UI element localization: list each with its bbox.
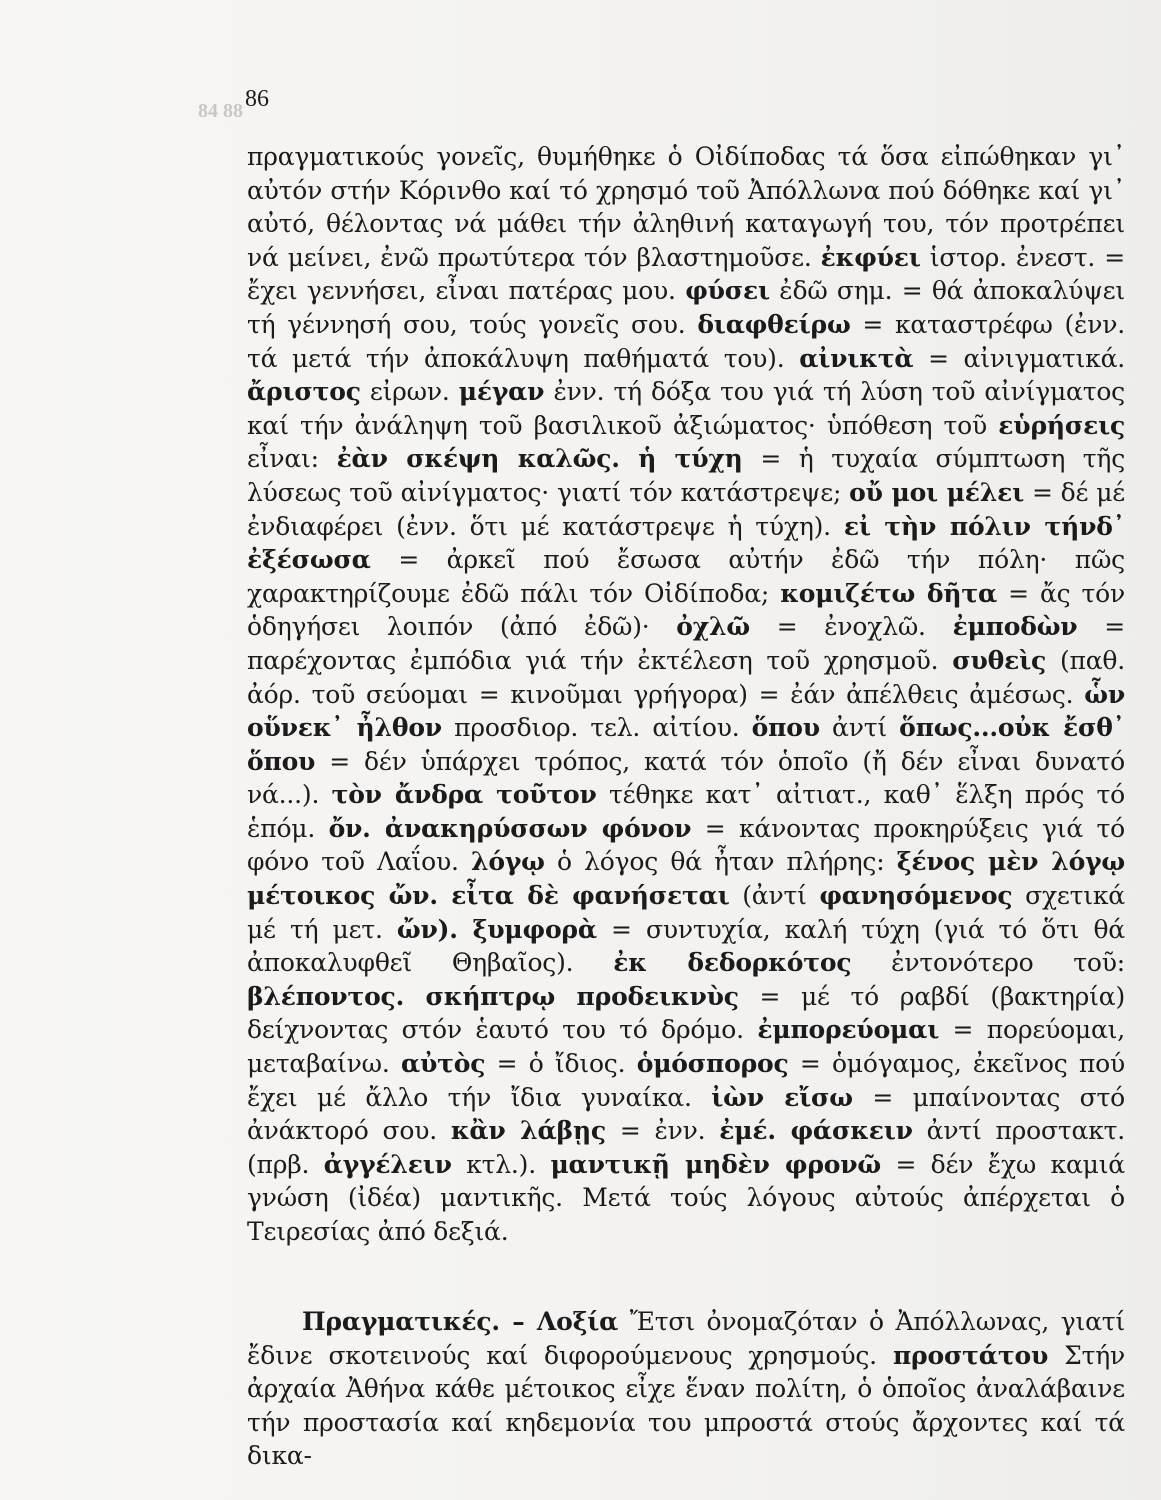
lemma-term: ἰὼν εἴσω xyxy=(711,1082,853,1112)
lemma-term: κἂν λάβῃς xyxy=(450,1116,606,1146)
gloss-text: ἀντί προστακτ. (πρβ. xyxy=(247,1116,1125,1179)
bleed-through-page-number: 84 88 xyxy=(198,100,243,122)
lemma-term: ὁμόσπορος xyxy=(636,1049,789,1079)
paragraph-2 xyxy=(247,1307,1125,1470)
lemma-term: βλέποντος. σκήπτρῳ προδεικνὺς xyxy=(247,981,739,1011)
gloss-text: = δέν ἔχω καμιά γνώση (ἰδέα) μαντικῆς. Μετά τούς λόγους αὐτούς ἀπέρχεται ὁ Τειρεσίας ἀπό δεξιά. xyxy=(247,1149,1125,1246)
lemma-term: λόγῳ xyxy=(471,847,545,877)
gloss-text: = ἀρκεῖ πού ἔσωσα αὐτήν ἐδῶ τήν πόλη· πῶς χαρακτηρίζουμε ἐδῶ πάλι τόν Οἰδίποδα; xyxy=(247,545,1125,608)
gloss-text: = πορεύομαι, μεταβαίνω. xyxy=(247,1015,1125,1079)
lemma-term: Πραγματικές. – Λοξία xyxy=(302,1307,619,1336)
gloss-text: = μπαίνοντας στό ἀνάκτορό σου. xyxy=(247,1082,1125,1146)
gloss-text: = ἄς τόν ὁδηγήσει λοιπόν (ἀπό ἐδῶ)· xyxy=(247,578,1126,642)
lemma-term: προστάτου xyxy=(892,1340,1049,1370)
lemma-term: κομιζέτω δῆτα xyxy=(780,578,998,608)
lemma-term: ἄριστος xyxy=(247,377,361,407)
realia-paragraph xyxy=(247,1305,1125,1473)
lemma-term: φανησόμενος xyxy=(819,881,1013,911)
gloss-text: = ἡ τυχαία σύμπτωση τῆς λύσεως τοῦ αἰνίγματος· γιατί τόν κατάστρεψε; xyxy=(247,444,1125,507)
lemma-term: οὔ μοι μέλει xyxy=(849,477,1024,507)
gloss-text: = ὁμόγαμος, ἐκεῖνος πού ἔχει μέ ἄλλο τήν ἴδια γυναίκα. xyxy=(247,1049,1125,1112)
gloss-text: εἶναι: xyxy=(247,444,337,474)
lemma-term: αἰνικτὰ xyxy=(799,343,914,373)
gloss-text: εἰρων. xyxy=(360,377,459,407)
gloss-text: (παθ. ἀόρ. τοῦ σεύομαι = κινοῦμαι γρήγορα) = ἐάν ἀπέλθεις ἀμέσως. xyxy=(247,645,1126,709)
gloss-text: Ἔτσι ὀνομαζόταν ὁ Ἀπόλλωνας, γιατί ἔδινε σκοτεινούς καί διφορούμενους χρησμούς. xyxy=(247,1307,1125,1370)
lemma-term: ξένος μὲν λόγῳ μέτοικος ὤν. εἶτα δὲ φανήσεται xyxy=(247,847,1125,911)
gloss-text: = συντυχία, καλή τύχη (γιά τό ὅτι θά ἀποκαλυφθεῖ Θηβαῖος). xyxy=(247,914,1125,978)
lemma-term: ἐμποδὼν xyxy=(952,612,1078,642)
lemma-term: ἐκφύει xyxy=(820,242,921,272)
gloss-text: πραγματικούς γονεῖς, θυμήθηκε ὁ Οἰδίποδας τά ὅσα εἰπώθηκαν γι᾽ αὐτόν στήν Κόρινθο καί τό χρησμό τοῦ Ἀπόλλωνα πού δόθηκε καί γι᾽ αὐτό, θέλοντας νά μάθει τήν ἀληθινή καταγωγή του, τόν προτρέπει νά μείνει, ἐνῶ πρωτύτερα τόν βλαστημοῦσε. xyxy=(247,142,1125,272)
lemma-term: τὸν ἄνδρα τοῦτον xyxy=(331,780,597,810)
page-number: 86 xyxy=(245,86,269,112)
lemma-term: ἀγγέλειν xyxy=(323,1149,452,1179)
lemma-term: μέγαν xyxy=(458,377,545,407)
gloss-text: = αἰνιγματικά. xyxy=(913,343,1125,373)
gloss-text: = καταστρέφω (ἐνν. τά μετά τήν ἀποκάλυψη παθήματά του). xyxy=(247,309,1126,373)
gloss-text: = παρέχοντας ἐμπόδια γιά τήν ἐκτέλεση τοῦ χρησμοῦ. xyxy=(247,612,1125,675)
lemma-term: εἰ τὴν πόλιν τήνδ᾽ ἐξέσωσα xyxy=(247,511,1125,575)
gloss-text: = δέ μέ ἐνδιαφέρει (ἐνν. ὅτι μέ κατάστρεψε ἡ τύχη). xyxy=(247,477,1126,541)
lemma-term: ὄν. ἀνακηρύσσων φόνον xyxy=(328,813,692,843)
lemma-term: ἐμπορεύομαι xyxy=(757,1015,940,1045)
paragraph-1 xyxy=(247,140,1125,1249)
gloss-text: τέθηκε κατ᾽ αἰτιατ., καθ᾽ ἕλξη πρός τό ἑπόμ. xyxy=(247,780,1126,843)
lemma-term: ὅπου xyxy=(751,713,820,743)
gloss-text: = κάνοντας προκηρύξεις γιά τό φόνο τοῦ Λαΐου. xyxy=(247,813,1125,877)
gloss-text: = ἐνοχλῶ. xyxy=(749,612,953,642)
lemma-term: ὧν οὕνεκ᾽ ἦλθον xyxy=(247,679,1125,743)
gloss-text: = δέν ὑπάρχει τρόπος, κατά τόν ὁποῖο (ἤ δέν εἶναι δυνατό νά...). xyxy=(247,746,1125,810)
lemma-term: ἐμέ. φάσκειν xyxy=(719,1116,913,1146)
gloss-text: = μέ τό ραβδί (βακτηρία) δείχνοντας στόν ἑαυτό του τό δρόμο. xyxy=(247,981,1125,1045)
gloss-text: = ἐνν. xyxy=(605,1116,720,1146)
lemma-term: ὅπως...οὐκ ἔσθ᾽ ὅπου xyxy=(247,713,1125,776)
lemma-term: μαντικῇ μηδὲν φρονῶ xyxy=(550,1149,881,1179)
gloss-text: ἐντονότερο τοῦ: xyxy=(851,948,1125,978)
lemma-term: ὀχλῶ xyxy=(676,612,750,642)
gloss-text: ἱστορ. ἐνεστ. = ἔχει γεννήσει, εἶναι πατέρας μου. xyxy=(247,242,1125,306)
gloss-text: κτλ.). xyxy=(451,1149,551,1179)
gloss-text: Στήν ἀρχαία Ἀθήνα κάθε μέτοικος εἶχε ἕναν πολίτη, ὁ ὁποῖος ἀναλάβαινε τήν προστασία καί κηδεμονία του μπροστά στούς ἄρχοντες καί τά δικα- xyxy=(247,1340,1125,1471)
lemma-term: εὑρήσεις xyxy=(998,410,1125,440)
lemma-term: ἐκ δεδορκότος xyxy=(613,948,852,978)
lemma-term: ὤν). ξυμφορὰ xyxy=(396,914,597,944)
commentary-paragraph xyxy=(247,140,1125,1249)
gloss-text: ἀντί xyxy=(819,713,900,743)
lemma-term: φύσει xyxy=(685,276,770,306)
gloss-text: (ἀντί xyxy=(729,881,820,911)
gloss-text: ἐνν. τή δόξα του γιά τή λύση τοῦ αἰνίγματος καί τήν ἀνάληψη τοῦ βασιλικοῦ ἀξιώματος· ὑπόθεση τοῦ xyxy=(247,377,1125,440)
gloss-text: ὁ λόγος θά ἦταν πλήρης: xyxy=(544,847,897,877)
gloss-text: προσδιορ. τελ. αἰτίου. xyxy=(441,713,752,743)
lemma-term: ἐὰν σκέψη καλῶς. ἡ τύχη xyxy=(336,444,743,474)
lemma-term: συθεὶς xyxy=(952,645,1047,675)
gloss-text: ἐδῶ σημ. = θά ἀποκαλύψει τή γέννησή σου, τούς γονεῖς σου. xyxy=(247,276,1126,339)
gloss-text: = ὁ ἴδιος. xyxy=(485,1049,637,1079)
lemma-term: διαφθείρω xyxy=(697,309,851,339)
gloss-text: σχετικά μέ τή μετ. xyxy=(247,881,1125,944)
lemma-term: αὐτὸς xyxy=(400,1049,486,1079)
